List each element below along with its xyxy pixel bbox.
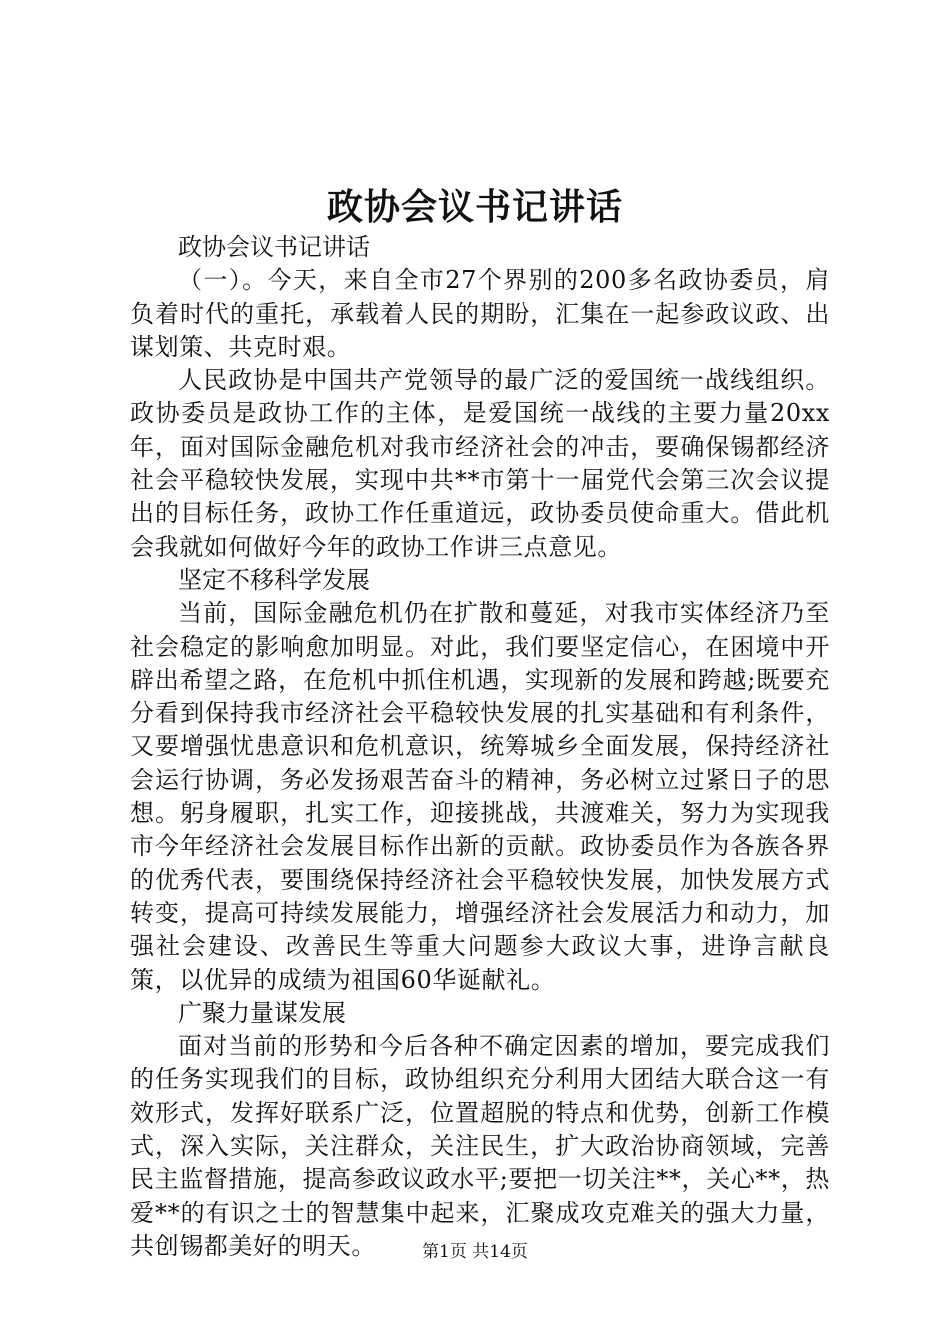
body-paragraph: （一）。今天，来自全市27个界别的200多名政协委员，肩负着时代的重托，承载着人民的期盼，汇集在一起参政议政、出谋划策、共克时艰。 [130,266,830,361]
body-paragraph: 当前，国际金融危机仍在扩散和蔓延，对我市实体经济乃至社会稳定的影响愈加明显。对此，我们要坚定信心，在困境中开辟出希望之路，在危机中抓住机遇，实现新的发展和跨越;既要充分看到保持我市经济社会平稳较快发展的扎实基础和有利条件，又要增强忧患意识和危机意识，统筹城乡全面发展，保持经济社会运行协调，务必发扬艰苦奋斗的精神，务必树立过紧日子的思想。躬身履职，扎实工作，迎接挑战，共渡难关，努力为实现我市今年经济社会发展目标作出新的贡献。政协委员作为各族各界的优秀代表，要围绕保持经济社会平稳较快发展，加快发展方式转变，提高可持续发展能力，增强经济社会发展活力和动力，加强社会建设、改善民生等重大问题参大政议大事，进诤言献良策，以优异的成绩为祖国60华诞献礼。 [130,599,830,994]
body-paragraph: 人民政协是中国共产党领导的最广泛的爱国统一战线组织。政协委员是政协工作的主体，是爱国统一战线的主要力量20xx年，面对国际金融危机对我市经济社会的冲击，要确保锡都经济社会平稳较快发展，实现中共**市第十一届党代会第三次会议提出的目标任务，政协工作任重道远，政协委员使命重大。借此机会我就如何做好今年的政协工作讲三点意见。 [130,366,830,561]
page-footer: 第1页 共14页 [422,1242,528,1262]
section-heading: 坚定不移科学发展 [178,565,370,594]
subtitle-paragraph: 政协会议书记讲话 [178,233,370,261]
document-title: 政协会议书记讲话 [326,186,623,228]
document-body [130,231,830,1263]
section-heading: 广聚力量谋发展 [178,998,346,1027]
body-paragraph: 面对当前的形势和今后各种不确定因素的增加，要完成我们的任务实现我们的目标，政协组织充分利用大团结大联合这一有效形式，发挥好联系广泛，位置超脱的特点和优势，创新工作模式，深入实际，关注群众，关注民生，扩大政治协商领域，完善民主监督措施，提高参政议政水平;要把一切关注**，关心**，热爱**的有识之士的智慧集中起来，汇聚成攻克难关的强大力量，共创锡都美好的明天。 [130,1032,830,1260]
